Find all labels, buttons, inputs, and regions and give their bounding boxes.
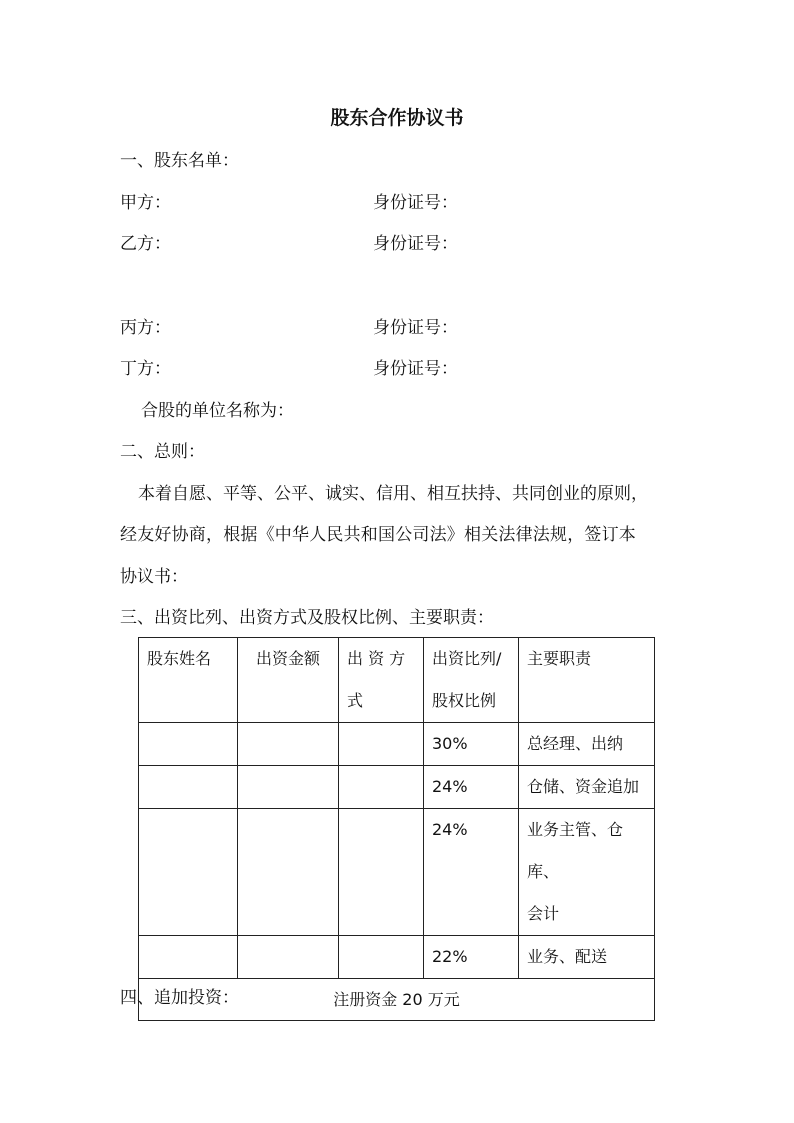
unit-name-label: 合股的单位名称为： <box>141 401 294 421</box>
general-paragraph-line-3: 协议书： <box>120 567 188 587</box>
cell-name <box>139 723 238 766</box>
table-row <box>139 936 655 979</box>
party-a-label: 甲方： <box>120 193 171 213</box>
cell-amount <box>238 766 339 809</box>
header-contribution-method <box>339 638 424 723</box>
cell-duty <box>519 809 655 936</box>
cell-method <box>339 936 424 979</box>
party-b-id-label: 身份证号： <box>373 234 458 254</box>
cell-duty: 总经理、出纳 <box>519 723 655 766</box>
header-shareholder-name: 股东姓名 <box>139 638 238 723</box>
cell-ratio: 24% <box>424 766 519 809</box>
shareholder-table <box>138 637 655 1021</box>
cell-amount <box>238 936 339 979</box>
general-paragraph-line-1: 本着自愿、平等、公平、诚实、信用、相互扶持、共同创业的原则， <box>138 484 648 504</box>
section-2-heading: 二、总则： <box>120 442 205 462</box>
header-ratio-line-1: 出资比列/ <box>432 649 502 668</box>
cell-amount <box>238 809 339 936</box>
party-a-id-label: 身份证号： <box>373 193 458 213</box>
header-ratio-line-2: 股权比例 <box>432 691 497 710</box>
cell-name <box>139 766 238 809</box>
header-main-duties: 主要职责 <box>519 638 655 723</box>
table-header-row <box>139 638 655 723</box>
header-method-line-1: 出 资 方 <box>347 649 406 668</box>
party-d-id-label: 身份证号： <box>373 359 458 379</box>
section-3-heading: 三、出资比列、出资方式及股权比例、主要职责： <box>120 608 494 628</box>
cell-ratio: 24% <box>424 809 519 936</box>
section-1-heading: 一、股东名单： <box>120 151 239 171</box>
cell-name <box>139 809 238 936</box>
cell-ratio: 30% <box>424 723 519 766</box>
table-row <box>139 809 655 936</box>
header-method-line-2: 式 <box>347 691 364 710</box>
cell-duty: 仓储、资金追加 <box>519 766 655 809</box>
party-c-label: 丙方： <box>120 318 171 338</box>
cell-duty-line-2: 会计 <box>527 904 560 923</box>
cell-method <box>339 766 424 809</box>
party-b-label: 乙方： <box>120 234 171 254</box>
header-contribution-amount: 出资金额 <box>238 638 339 723</box>
section-4-heading: 四、追加投资： <box>120 988 239 1008</box>
cell-ratio: 22% <box>424 936 519 979</box>
cell-duty-line-1: 业务主管、仓库、 <box>527 820 624 881</box>
table-row <box>139 723 655 766</box>
cell-name <box>139 936 238 979</box>
party-c-id-label: 身份证号： <box>373 318 458 338</box>
cell-method <box>339 723 424 766</box>
party-d-label: 丁方： <box>120 359 171 379</box>
cell-method <box>339 809 424 936</box>
general-paragraph-line-2: 经友好协商，根据《中华人民共和国公司法》相关法律法规，签订本 <box>120 525 636 545</box>
table-row <box>139 766 655 809</box>
cell-amount <box>238 723 339 766</box>
header-ratio <box>424 638 519 723</box>
cell-duty: 业务、配送 <box>519 936 655 979</box>
document-title: 股东合作协议书 <box>330 107 464 129</box>
registered-capital-total: 注册资金 20 万元 <box>139 979 655 1021</box>
